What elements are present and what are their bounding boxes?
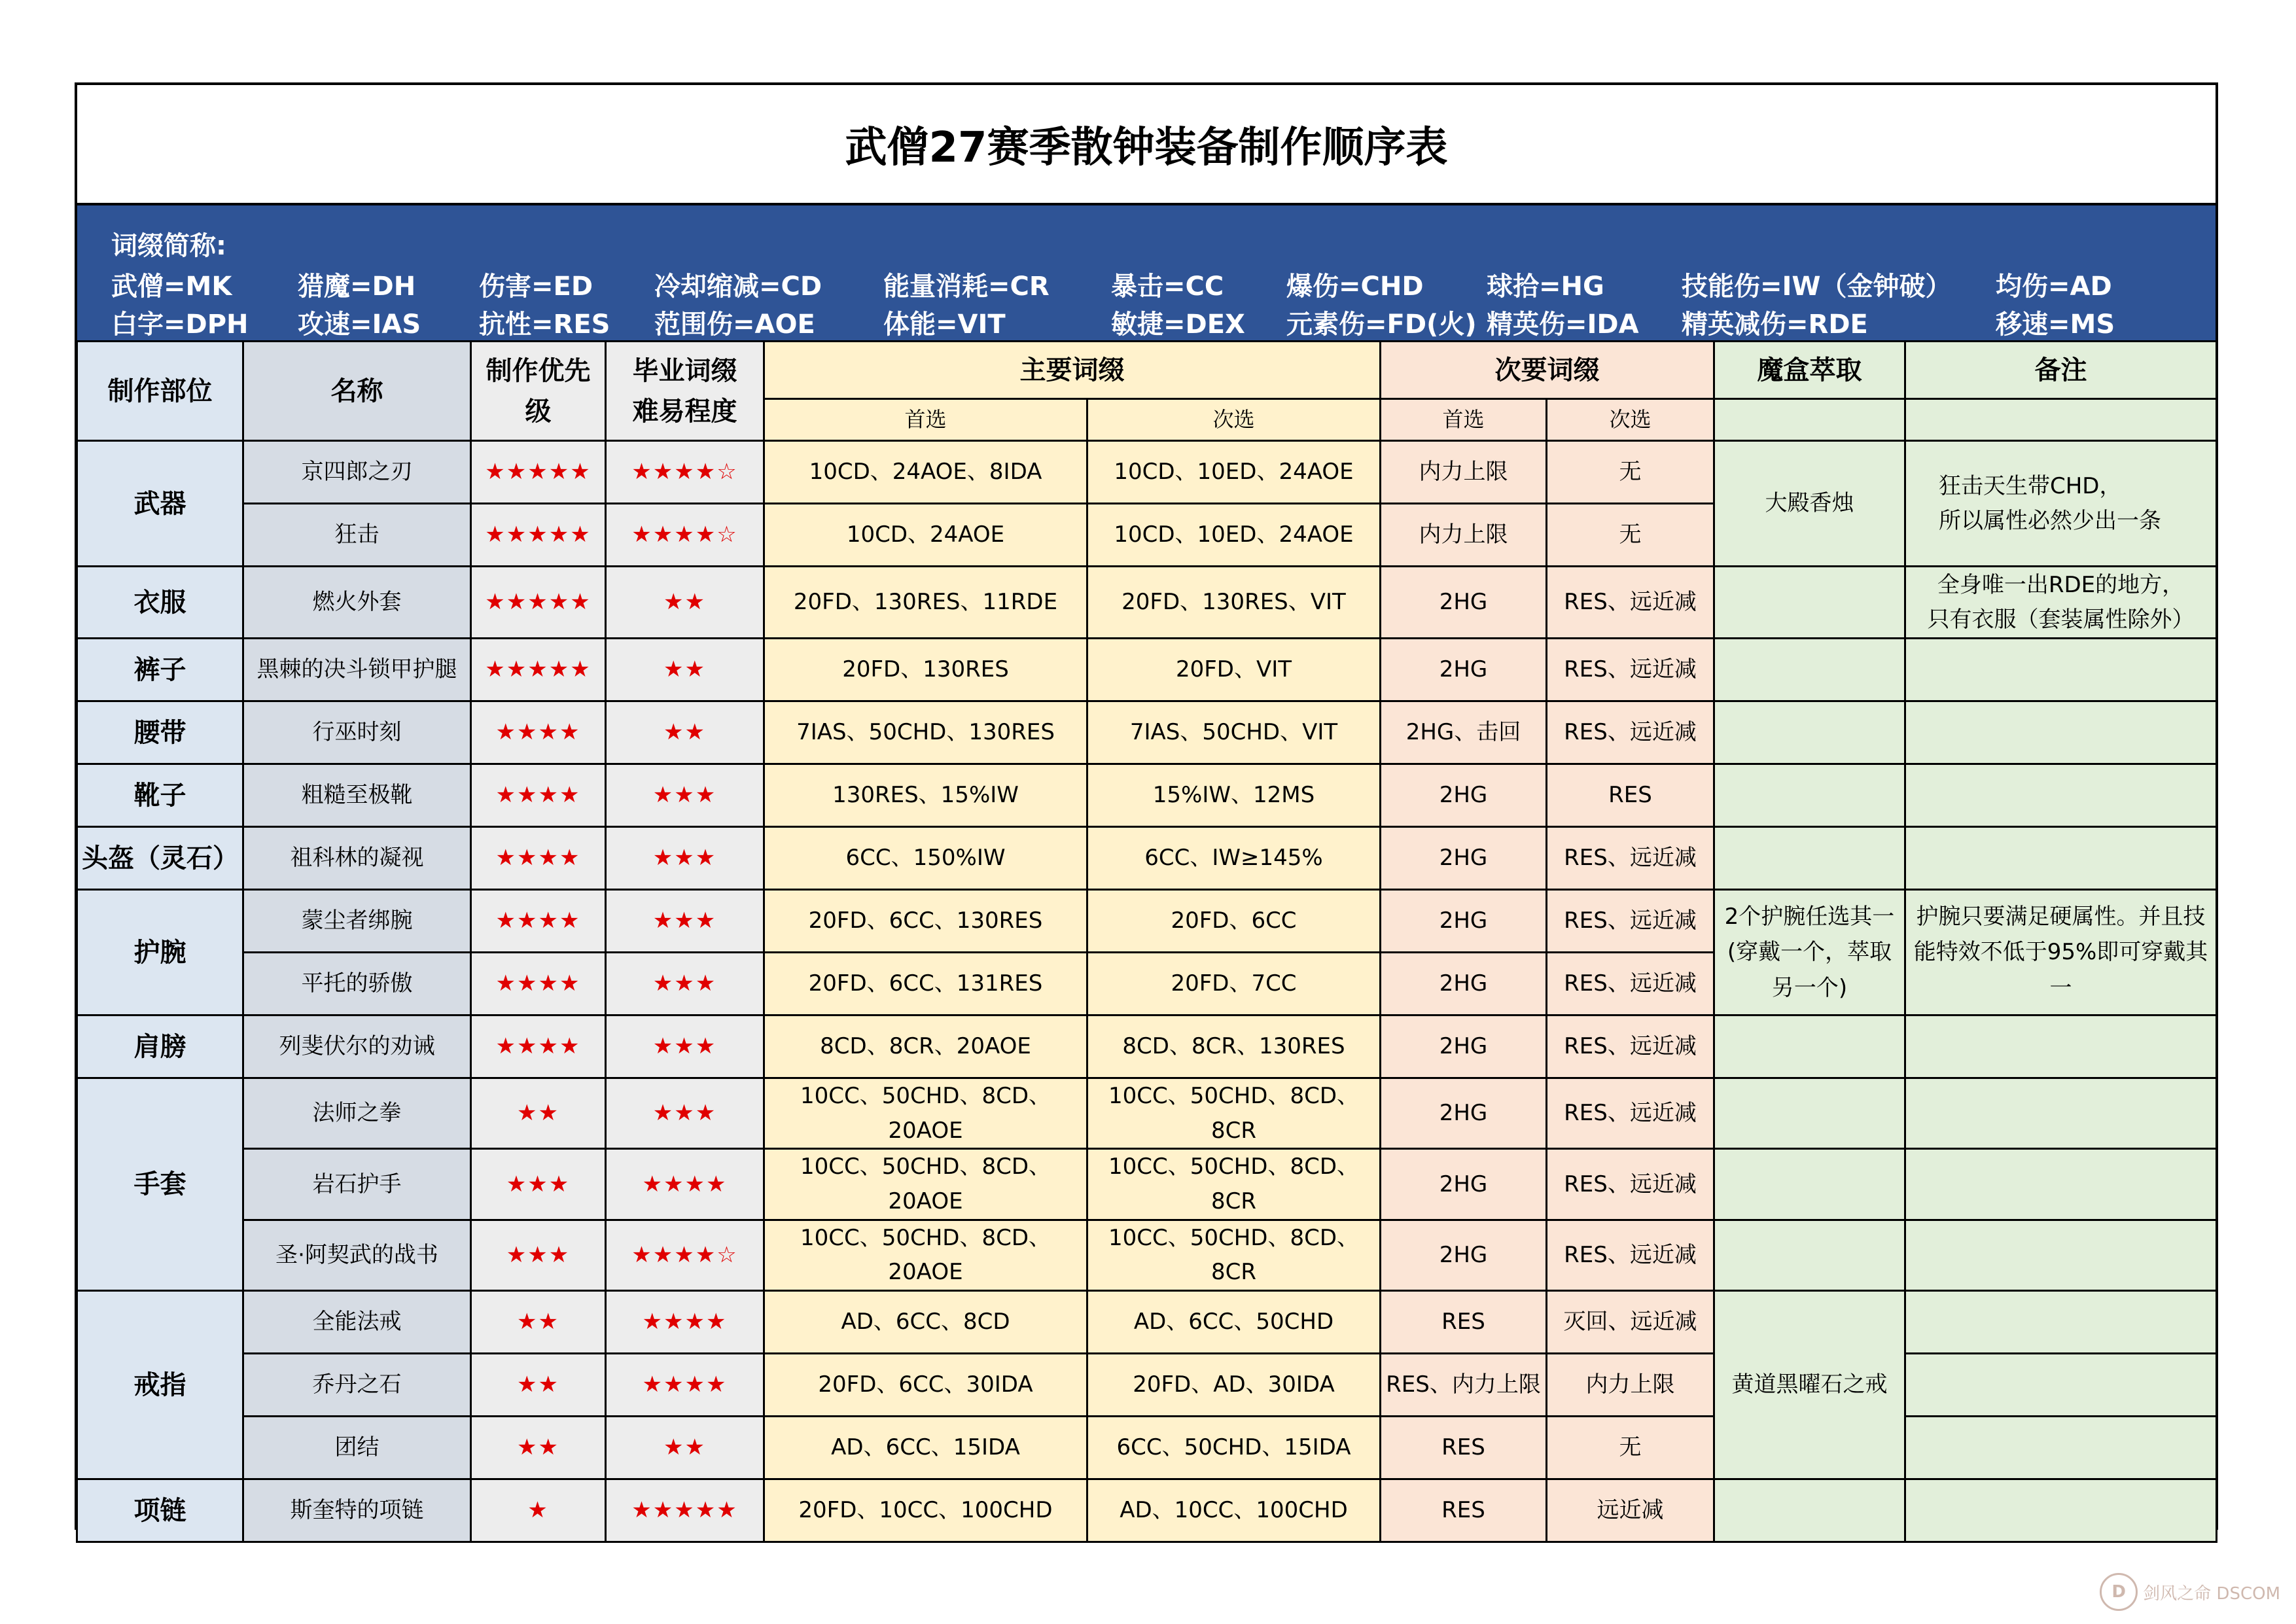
note-cell — [1905, 639, 2217, 701]
note-cell — [1905, 764, 2217, 827]
difficulty-star-rating: ★★★★ — [642, 1309, 728, 1335]
difficulty-stars — [606, 827, 764, 890]
main-affix-first: 20FD、130RES — [764, 639, 1087, 701]
item-name: 京四郎之刃 — [243, 441, 471, 504]
table-row — [77, 1015, 2217, 1078]
legend-item: 球拾=HG — [1487, 272, 1604, 302]
legend-item: 能量消耗=CR — [883, 272, 1050, 302]
main-affix-second: AD、6CC、50CHD — [1087, 1291, 1381, 1354]
main-affix-second: 10CD、10ED、24AOE — [1087, 504, 1381, 567]
secondary-affix-second: RES、远近减 — [1547, 953, 1714, 1015]
header-main: 主要词缀 — [764, 342, 1381, 399]
priority-stars — [471, 1479, 606, 1542]
table-row — [77, 1479, 2217, 1542]
priority-star-rating: ★★★★ — [495, 782, 581, 809]
secondary-affix-first: 2HG — [1381, 1078, 1547, 1149]
priority-stars — [471, 1354, 606, 1417]
difficulty-star-rating: ★★★★★ — [631, 1497, 738, 1524]
main-affix-first: 6CC、150%IW — [764, 827, 1087, 890]
difficulty-star-rating: ★★ — [663, 589, 706, 616]
main-affix-first: 10CD、24AOE、8IDA — [764, 441, 1087, 504]
note-line: 只有衣服（套装属性除外） — [1927, 606, 2195, 633]
main-affix-first: 7IAS、50CHD、130RES — [764, 701, 1087, 764]
priority-star-rating: ★ — [527, 1497, 549, 1524]
secondary-affix-second: RES、远近减 — [1547, 701, 1714, 764]
cube-cell — [1714, 764, 1905, 827]
table-row — [77, 441, 2217, 504]
difficulty-stars — [606, 1291, 764, 1354]
secondary-affix-first: RES — [1381, 1417, 1547, 1479]
table-row — [77, 639, 2217, 701]
header-main-first: 首选 — [764, 399, 1087, 441]
secondary-affix-first: 内力上限 — [1381, 504, 1547, 567]
header-main-second: 次选 — [1087, 399, 1381, 441]
item-name: 粗糙至极靴 — [243, 764, 471, 827]
item-name: 岩石护手 — [243, 1149, 471, 1220]
table-row — [77, 890, 2217, 953]
priority-star-rating: ★★ — [517, 1371, 559, 1398]
secondary-affix-first: RES — [1381, 1479, 1547, 1542]
main-affix-second: 20FD、7CC — [1087, 953, 1381, 1015]
priority-stars — [471, 701, 606, 764]
legend-item: 技能伤=IW（金钟破） — [1682, 272, 1952, 302]
main-affix-first: 10CC、50CHD、8CD、20AOE — [764, 1078, 1087, 1149]
secondary-affix-second: 内力上限 — [1547, 1354, 1714, 1417]
item-name: 斯奎特的项链 — [243, 1479, 471, 1542]
header-cube: 魔盒萃取 — [1714, 342, 1905, 399]
difficulty-stars — [606, 890, 764, 953]
secondary-affix-second: RES、远近减 — [1547, 567, 1714, 639]
header-note: 备注 — [1905, 342, 2217, 399]
priority-stars — [471, 1078, 606, 1149]
difficulty-stars — [606, 1354, 764, 1417]
priority-star-rating: ★★★ — [506, 1242, 571, 1269]
priority-star-rating: ★★★★★ — [485, 459, 592, 485]
item-name: 平托的骄傲 — [243, 953, 471, 1015]
secondary-affix-first: 2HG — [1381, 764, 1547, 827]
main-affix-second: 10CC、50CHD、8CD、8CR — [1087, 1220, 1381, 1290]
table-row — [77, 1291, 2217, 1354]
main-affix-first: 20FD、130RES、11RDE — [764, 567, 1087, 639]
secondary-affix-first: 2HG — [1381, 567, 1547, 639]
difficulty-stars — [606, 953, 764, 1015]
priority-star-rating: ★★★★ — [495, 845, 581, 872]
header-secondary: 次要词缀 — [1381, 342, 1714, 399]
note-cell — [1905, 1220, 2217, 1290]
main-affix-second: 10CD、10ED、24AOE — [1087, 441, 1381, 504]
priority-star-rating: ★★★★★ — [485, 589, 592, 616]
part-cell: 项链 — [77, 1479, 243, 1542]
priority-stars — [471, 1417, 606, 1479]
difficulty-star-rating: ★★ — [663, 656, 706, 683]
main-affix-first: 10CC、50CHD、8CD、20AOE — [764, 1149, 1087, 1220]
legend-item: 暴击=CC — [1111, 272, 1224, 302]
note-cell — [1905, 1479, 2217, 1542]
secondary-affix-second: RES、远近减 — [1547, 827, 1714, 890]
legend-item: 范围伤=AOE — [654, 309, 815, 340]
legend-item: 白字=DPH — [111, 309, 249, 340]
legend-item: 移速=MS — [1996, 309, 2115, 340]
table-row — [77, 1149, 2217, 1220]
header-difficulty-line1: 毕业词缀 — [632, 355, 737, 386]
secondary-affix-second: RES — [1547, 764, 1714, 827]
secondary-affix-first: 2HG — [1381, 953, 1547, 1015]
header-difficulty — [606, 342, 764, 441]
secondary-affix-first: 2HG — [1381, 639, 1547, 701]
cube-cell — [1714, 1479, 1905, 1542]
legend-item: 敏捷=DEX — [1111, 309, 1245, 340]
main-affix-second: 20FD、VIT — [1087, 639, 1381, 701]
part-cell: 手套 — [77, 1078, 243, 1291]
difficulty-star-rating: ★★★★☆ — [631, 1242, 738, 1269]
priority-stars — [471, 1220, 606, 1290]
part-cell: 腰带 — [77, 701, 243, 764]
priority-star-rating: ★★★★ — [495, 970, 581, 997]
table-row — [77, 827, 2217, 890]
item-name: 圣·阿契武的战书 — [243, 1220, 471, 1290]
main-affix-first: 130RES、15%IW — [764, 764, 1087, 827]
priority-star-rating: ★★ — [517, 1309, 559, 1335]
item-name: 全能法戒 — [243, 1291, 471, 1354]
cube-cell: 大殿香烛 — [1714, 441, 1905, 567]
watermark-logo-icon: D — [2100, 1573, 2138, 1611]
priority-stars — [471, 639, 606, 701]
table-row — [77, 1078, 2217, 1149]
cube-cell — [1714, 567, 1905, 639]
note-cell — [1905, 1149, 2217, 1220]
main-affix-first: 20FD、6CC、131RES — [764, 953, 1087, 1015]
cube-cell — [1714, 827, 1905, 890]
priority-star-rating: ★★★ — [506, 1171, 571, 1197]
difficulty-stars — [606, 1479, 764, 1542]
item-name: 蒙尘者绑腕 — [243, 890, 471, 953]
priority-star-rating: ★★★★ — [495, 1033, 581, 1060]
main-affix-second: 6CC、50CHD、15IDA — [1087, 1417, 1381, 1479]
note-cell — [1905, 441, 2217, 567]
secondary-affix-second: RES、远近减 — [1547, 1015, 1714, 1078]
part-cell: 护腕 — [77, 890, 243, 1015]
legend-item: 均伤=AD — [1996, 272, 2112, 302]
part-cell: 戒指 — [77, 1291, 243, 1479]
cube-cell: 2个护腕任选其一(穿戴一个，萃取另一个) — [1714, 890, 1905, 1015]
secondary-affix-second: RES、远近减 — [1547, 1078, 1714, 1149]
priority-star-rating: ★★★★★ — [485, 521, 592, 548]
cube-cell — [1714, 639, 1905, 701]
part-cell: 衣服 — [77, 567, 243, 639]
header-sec-second: 次选 — [1547, 399, 1714, 441]
item-name: 黑棘的决斗锁甲护腿 — [243, 639, 471, 701]
legend-item: 伤害=ED — [479, 272, 593, 302]
watermark — [2100, 1573, 2280, 1611]
legend-item: 精英伤=IDA — [1487, 309, 1639, 340]
main-affix-second: AD、10CC、100CHD — [1087, 1479, 1381, 1542]
main-affix-second: 20FD、130RES、VIT — [1087, 567, 1381, 639]
difficulty-star-rating: ★★★ — [652, 782, 717, 809]
difficulty-stars — [606, 504, 764, 567]
priority-star-rating: ★★ — [517, 1434, 559, 1461]
secondary-affix-first: 2HG — [1381, 1220, 1547, 1290]
part-cell: 武器 — [77, 441, 243, 567]
item-name: 燃火外套 — [243, 567, 471, 639]
legend-item: 冷却缩减=CD — [654, 272, 822, 302]
note-cell — [1905, 1078, 2217, 1149]
cube-cell: 黄道黑曜石之戒 — [1714, 1291, 1905, 1479]
priority-star-rating: ★★ — [517, 1100, 559, 1127]
item-name: 行巫时刻 — [243, 701, 471, 764]
difficulty-star-rating: ★★ — [663, 1434, 706, 1461]
difficulty-star-rating: ★★★ — [652, 908, 717, 934]
header-cube-blank — [1714, 399, 1905, 441]
crafting-table — [76, 340, 2217, 1543]
note-cell — [1905, 701, 2217, 764]
legend-item: 体能=VIT — [883, 309, 1006, 340]
secondary-affix-first: 内力上限 — [1381, 441, 1547, 504]
cube-cell — [1714, 1078, 1905, 1149]
difficulty-star-rating: ★★★ — [652, 845, 717, 872]
difficulty-stars — [606, 701, 764, 764]
difficulty-stars — [606, 1149, 764, 1220]
item-name: 法师之拳 — [243, 1078, 471, 1149]
table-row — [77, 701, 2217, 764]
secondary-affix-first: 2HG — [1381, 890, 1547, 953]
main-affix-second: 10CC、50CHD、8CD、8CR — [1087, 1149, 1381, 1220]
secondary-affix-second: 灭回、远近减 — [1547, 1291, 1714, 1354]
header-part: 制作部位 — [77, 342, 243, 441]
main-affix-first: 20FD、6CC、130RES — [764, 890, 1087, 953]
difficulty-stars — [606, 1078, 764, 1149]
note-cell — [1905, 1015, 2217, 1078]
legend-heading: 词缀简称: — [111, 231, 226, 261]
priority-stars — [471, 827, 606, 890]
legend-item: 武僧=MK — [111, 272, 232, 302]
priority-stars — [471, 1291, 606, 1354]
header-difficulty-line2: 难易程度 — [632, 396, 737, 427]
main-affix-first: 10CD、24AOE — [764, 504, 1087, 567]
main-affix-first: AD、6CC、8CD — [764, 1291, 1087, 1354]
priority-stars — [471, 441, 606, 504]
cube-cell — [1714, 1015, 1905, 1078]
cube-cell — [1714, 701, 1905, 764]
difficulty-star-rating: ★★★ — [652, 1100, 717, 1127]
secondary-affix-second: 无 — [1547, 1417, 1714, 1479]
table-row — [77, 567, 2217, 639]
secondary-affix-second: 无 — [1547, 504, 1714, 567]
page-title: 武僧27赛季散钟装备制作顺序表 — [77, 85, 2216, 205]
legend-item: 抗性=RES — [479, 309, 610, 340]
priority-stars — [471, 567, 606, 639]
main-affix-second: 20FD、6CC — [1087, 890, 1381, 953]
difficulty-star-rating: ★★★★☆ — [631, 521, 738, 548]
item-name: 狂击 — [243, 504, 471, 567]
secondary-affix-second: 无 — [1547, 441, 1714, 504]
note-cell — [1905, 1354, 2217, 1417]
priority-star-rating: ★★★★★ — [485, 656, 592, 683]
note-cell: 护腕只要满足硬属性。并且技能特效不低于95%即可穿戴其一 — [1905, 890, 2217, 1015]
priority-star-rating: ★★★★ — [495, 719, 581, 746]
main-affix-first: AD、6CC、15IDA — [764, 1417, 1087, 1479]
difficulty-star-rating: ★★★★ — [642, 1171, 728, 1197]
part-cell: 靴子 — [77, 764, 243, 827]
note-cell — [1905, 567, 2217, 639]
secondary-affix-first: RES — [1381, 1291, 1547, 1354]
difficulty-star-rating: ★★ — [663, 719, 706, 746]
item-name: 团结 — [243, 1417, 471, 1479]
secondary-affix-second: RES、远近减 — [1547, 639, 1714, 701]
legend-item: 猎魔=DH — [298, 272, 416, 302]
note-cell — [1905, 1417, 2217, 1479]
cube-cell — [1714, 1220, 1905, 1290]
legend-item: 爆伤=CHD — [1286, 272, 1424, 302]
item-name: 乔丹之石 — [243, 1354, 471, 1417]
legend-item: 元素伤=FD(火) — [1286, 309, 1477, 340]
watermark-text: 剑风之命 DSCOM — [2143, 1583, 2280, 1604]
item-name: 列斐伏尔的劝诫 — [243, 1015, 471, 1078]
note-cell — [1905, 827, 2217, 890]
difficulty-star-rating: ★★★ — [652, 1033, 717, 1060]
main-affix-second: 20FD、AD、30IDA — [1087, 1354, 1381, 1417]
main-affix-first: 20FD、10CC、100CHD — [764, 1479, 1087, 1542]
header-name: 名称 — [243, 342, 471, 441]
table-row — [77, 764, 2217, 827]
secondary-affix-second: 远近减 — [1547, 1479, 1714, 1542]
note-line: 狂击天生带CHD， — [1939, 472, 2122, 499]
note-line: 全身唯一出RDE的地方， — [1937, 571, 2185, 598]
table-row — [77, 1220, 2217, 1290]
difficulty-stars — [606, 567, 764, 639]
priority-stars — [471, 764, 606, 827]
header-priority: 制作优先级 — [471, 342, 606, 441]
main-affix-second: 7IAS、50CHD、VIT — [1087, 701, 1381, 764]
secondary-affix-first: 2HG、击回 — [1381, 701, 1547, 764]
difficulty-stars — [606, 639, 764, 701]
secondary-affix-first: RES、内力上限 — [1381, 1354, 1547, 1417]
main-affix-first: 20FD、6CC、30IDA — [764, 1354, 1087, 1417]
priority-stars — [471, 953, 606, 1015]
priority-stars — [471, 504, 606, 567]
main-affix-first: 8CD、8CR、20AOE — [764, 1015, 1087, 1078]
difficulty-stars — [606, 441, 764, 504]
difficulty-stars — [606, 1417, 764, 1479]
main-affix-first: 10CC、50CHD、8CD、20AOE — [764, 1220, 1087, 1290]
note-cell — [1905, 1291, 2217, 1354]
difficulty-stars — [606, 1015, 764, 1078]
secondary-affix-first: 2HG — [1381, 1149, 1547, 1220]
item-name: 祖科林的凝视 — [243, 827, 471, 890]
priority-stars — [471, 890, 606, 953]
part-cell: 肩膀 — [77, 1015, 243, 1078]
main-affix-second: 8CD、8CR、130RES — [1087, 1015, 1381, 1078]
part-cell: 头盔（灵石） — [77, 827, 243, 890]
priority-stars — [471, 1015, 606, 1078]
difficulty-stars — [606, 764, 764, 827]
note-line: 所以属性必然少出一条 — [1939, 507, 2161, 534]
legend-item: 精英减伤=RDE — [1682, 309, 1868, 340]
cube-cell — [1714, 1149, 1905, 1220]
secondary-affix-first: 2HG — [1381, 827, 1547, 890]
secondary-affix-second: RES、远近减 — [1547, 1149, 1714, 1220]
header-note-blank — [1905, 399, 2217, 441]
secondary-affix-second: RES、远近减 — [1547, 890, 1714, 953]
main-affix-second: 15%IW、12MS — [1087, 764, 1381, 827]
main-affix-second: 10CC、50CHD、8CD、8CR — [1087, 1078, 1381, 1149]
priority-stars — [471, 1149, 606, 1220]
priority-star-rating: ★★★★ — [495, 908, 581, 934]
part-cell: 裤子 — [77, 639, 243, 701]
difficulty-star-rating: ★★★★ — [642, 1371, 728, 1398]
difficulty-star-rating: ★★★★☆ — [631, 459, 738, 485]
secondary-affix-first: 2HG — [1381, 1015, 1547, 1078]
difficulty-stars — [606, 1220, 764, 1290]
difficulty-star-rating: ★★★ — [652, 970, 717, 997]
main-affix-second: 6CC、IW≥145% — [1087, 827, 1381, 890]
legend-item: 攻速=IAS — [298, 309, 421, 340]
header-sec-first: 首选 — [1381, 399, 1547, 441]
secondary-affix-second: RES、远近减 — [1547, 1220, 1714, 1290]
